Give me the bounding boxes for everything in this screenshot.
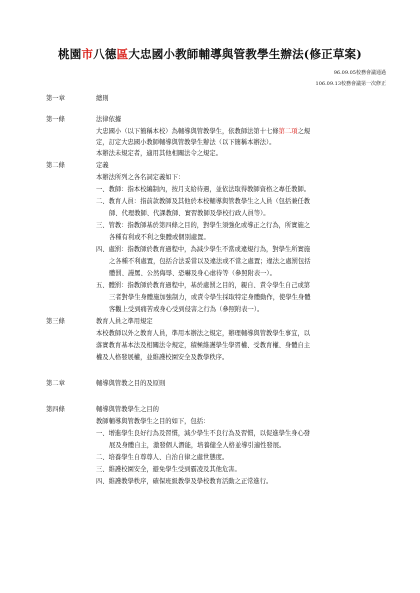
title-part: 桃園 [58, 47, 82, 61]
article-line: 各種有利或不利之集體或個別處置。 [109, 234, 210, 241]
article-line: 本辦法未規定者，適用其他相關法令之規定。 [96, 150, 222, 157]
approval-note: 96.09.05校務會議通過 [333, 70, 386, 76]
article-line: 定，訂定大忠國小教師輔導與管教學生辦法（以下簡稱本辦法）。 [96, 139, 276, 146]
article-line: 客觀上受到痛苦或身心受到侵害之行為（參照附表一）。 [109, 306, 264, 313]
article-title: 教育人員之準用規定 [96, 318, 153, 325]
article-line: 大忠國小（以下簡稱本校）為輔導與管教學生，依教師法第十七條第二項之規 [96, 128, 311, 135]
article-line: 五、體罰：指教師於教育過程中，基於處罰之目的，親自、責令學生自己或第 [96, 282, 311, 289]
article-line: 四、維護教學秩序，確保班級教學及學校教育活動之正常進行。 [96, 478, 273, 485]
article-title: 法律依據 [96, 116, 122, 123]
highlight-text: 第二項 [278, 128, 298, 135]
article-line: 本校教師以外之教育人員，準用本辦法之規定，辦理輔導與管教學生事宜，以 [96, 330, 311, 337]
article-label: 第一條 [46, 116, 65, 123]
article-label: 第三條 [46, 318, 65, 325]
article-title: 定義 [96, 162, 109, 169]
article-line: 之各種不利處置，包括合法妥當以及違法或不當之處置；違法之處罰包括 [109, 258, 311, 265]
title-part-highlight: 區 [116, 47, 129, 61]
article-line: 三者對學生身體施加強制力，或責令學生採取特定身體動作，使學生身體 [109, 294, 311, 301]
article-label: 第二條 [46, 162, 65, 169]
article-line: 三、維護校園安全，避免學生受到霸凌及其他危害。 [96, 466, 241, 473]
article-line: 體罰、謾罵、公然侮辱、恐嚇及身心虐待等（參照附表一）。 [109, 270, 276, 277]
chapter-label: 第一章 [46, 95, 65, 102]
article-line: 落實教育基本法及相關法令規定，積極維護學生學習權、受教育權、身體自主 [96, 342, 311, 349]
document-title [0, 46, 420, 62]
chapter-title: 總則 [96, 95, 109, 102]
title-part: 大忠國小教師輔導與管教學生辦法(修正草案) [128, 47, 362, 61]
article-line: 師、代理教師、代課教師、實習教師及學校行政人員等）。 [109, 210, 270, 217]
title-part-highlight: 市 [81, 47, 94, 61]
article-line: 四、處罰：指教師於教育過程中，為減少學生不當或違規行為，對學生所實施 [96, 246, 311, 253]
article-line: 二、教育人員：指前款教師及其他於本校輔導與管教學生之人員（包括兼任教 [96, 198, 311, 205]
article-line: 權及人格發展權，並維護校園安全及教學秩序。 [96, 354, 229, 361]
article-title: 輔導與管教學生之目的 [96, 406, 159, 413]
chapter-label: 第二章 [46, 380, 65, 387]
article-line: 二、培養學生自尊尊人、自治自律之處世態度。 [96, 454, 229, 461]
chapter-title: 輔導與管教之目的及原則 [96, 380, 166, 387]
article-line: 三、管教：指教師基於第四條之目的，對學生須強化或導正之行為，所實施之 [96, 222, 311, 229]
article-label: 第四條 [46, 406, 65, 413]
article-line: 一、增進學生良好行為及習慣，減少學生不良行為及習慣，以促進學生身心發 [96, 430, 311, 437]
article-line: 展及身體自主，激發個人潛能，培養健全人格並導引適性發展。 [109, 442, 286, 449]
title-part: 八德 [93, 47, 117, 61]
article-line: 本辦法所列之各名詞定義如下： [96, 174, 185, 181]
article-line: 一、教師：指本校編制內，按月支給待遇，並依法取得教師資格之專任教師。 [96, 186, 311, 193]
article-line: 教師輔導與管教學生之目的如下，包括： [96, 418, 210, 425]
revision-note: 106.09.13校務會議第一次修正 [315, 81, 386, 87]
